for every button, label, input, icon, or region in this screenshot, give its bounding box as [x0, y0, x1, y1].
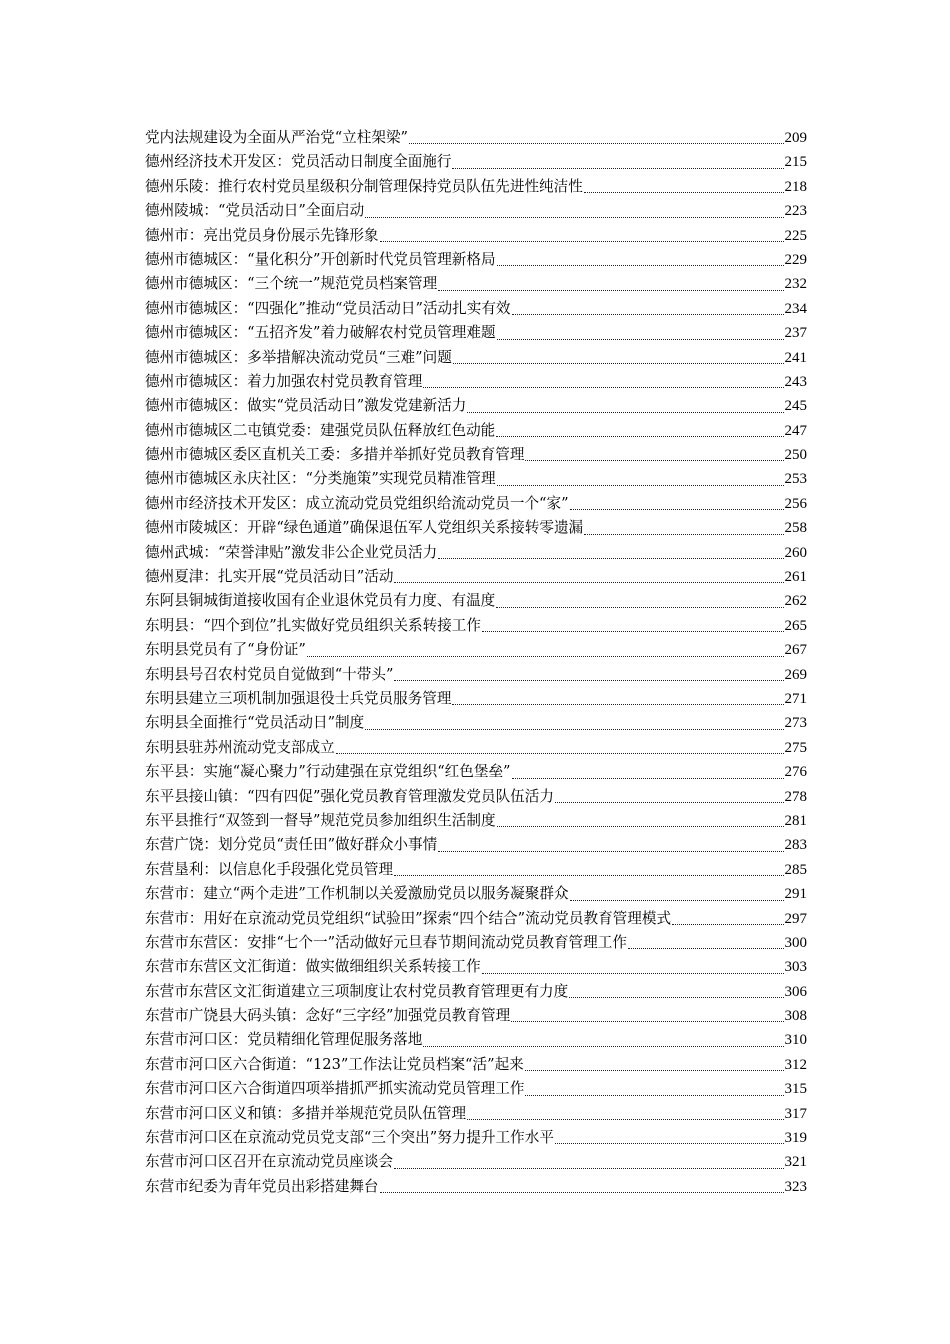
dot-leader: [497, 264, 784, 266]
toc-entry[interactable]: [145, 1175, 807, 1199]
toc-entry[interactable]: [145, 614, 807, 638]
toc-entry-title: 东明县建立三项机制加强退役士兵党员服务管理: [145, 689, 452, 707]
toc-entry-title: 东营市河口区在京流动党员党支部“三个突出”努力提升工作水平: [145, 1129, 554, 1147]
toc-entry-page-number: 323: [784, 1178, 807, 1195]
toc-entry[interactable]: [145, 1102, 807, 1126]
dot-leader: [570, 899, 784, 901]
toc-entry-title: 德州市德城区：“三个统一”规范党员档案管理: [145, 275, 438, 293]
toc-entry-title: 东营市纪委为青年党员出彩搭建舞台: [145, 1177, 379, 1195]
dot-leader: [584, 533, 783, 535]
toc-entry[interactable]: [145, 687, 807, 711]
toc-entry-page-number: 215: [784, 154, 807, 171]
toc-entry[interactable]: [145, 1126, 807, 1150]
toc-entry-page-number: 241: [784, 349, 807, 366]
toc-entry-title: 德州陵城：“党员活动日”全面启动: [145, 202, 365, 220]
toc-entry-title: 德州市德城区二屯镇党委：建强党员队伍释放红色动能: [145, 421, 496, 439]
toc-entry[interactable]: [145, 809, 807, 833]
toc-entry-title: 东平县推行“双签到一督导”规范党员参加组织生活制度: [145, 811, 496, 829]
dot-leader: [497, 484, 784, 486]
toc-entry[interactable]: [145, 736, 807, 760]
toc-entry-page-number: 285: [784, 861, 807, 878]
toc-entry-page-number: 291: [784, 886, 807, 903]
toc-entry[interactable]: [145, 321, 807, 345]
toc-entry[interactable]: [145, 785, 807, 809]
toc-entry-page-number: 300: [784, 934, 807, 951]
toc-entry-page-number: 253: [784, 471, 807, 488]
toc-entry-page-number: 281: [784, 812, 807, 829]
toc-entry-page-number: 209: [784, 130, 807, 146]
toc-entry-title: 东平县：实施“凝心聚力”行动建强在京党组织“红色堡垒”: [145, 763, 511, 781]
toc-entry[interactable]: [145, 907, 807, 931]
toc-entry-title: 德州市陵城区：开辟“绿色通道”确保退伍军人党组织关系接转零遗漏: [145, 519, 584, 537]
toc-entry[interactable]: [145, 150, 807, 174]
dot-leader: [584, 191, 784, 193]
toc-entry[interactable]: [145, 1053, 807, 1077]
dot-leader: [525, 459, 783, 461]
toc-entry-title: 东明县：“四个到位”扎实做好党员组织关系转接工作: [145, 616, 481, 634]
toc-entry-page-number: 297: [784, 910, 807, 927]
toc-entry-page-number: 261: [784, 569, 807, 586]
dot-leader: [467, 411, 783, 413]
dot-leader: [452, 703, 783, 705]
toc-entry-title: 东明县号召农村党员自觉做到“十带头”: [145, 665, 394, 683]
toc-entry-title: 德州乐陵：推行农村党员星级积分制管理保持党员队伍先进性纯洁性: [145, 177, 583, 195]
dot-leader: [380, 1191, 784, 1193]
toc-entry[interactable]: [145, 492, 807, 516]
toc-entry-title: 东营垦利：以信息化手段强化党员管理: [145, 860, 394, 878]
dot-leader: [307, 655, 784, 657]
toc-entry[interactable]: [145, 638, 807, 662]
dot-leader: [394, 581, 783, 583]
toc-entry-page-number: 245: [784, 398, 807, 415]
toc-entry-page-number: 312: [784, 1056, 807, 1073]
dot-leader: [497, 338, 784, 340]
toc-entry-title: 东营市河口区六合街道：“123”工作法让党员档案“活”起来: [145, 1055, 524, 1073]
table-of-contents: [145, 126, 807, 1199]
dot-leader: [628, 947, 784, 949]
dot-leader: [365, 728, 783, 730]
toc-entry-page-number: 247: [784, 422, 807, 439]
dot-leader: [525, 1094, 783, 1096]
dot-leader: [438, 557, 783, 559]
dot-leader: [336, 752, 784, 754]
toc-entry-page-number: 278: [784, 788, 807, 805]
dot-leader: [380, 240, 784, 242]
toc-entry[interactable]: [145, 346, 807, 370]
toc-entry-title: 东明县驻苏州流动党支部成立: [145, 738, 335, 756]
dot-leader: [569, 996, 783, 998]
toc-entry-page-number: 273: [784, 715, 807, 732]
toc-entry-page-number: 308: [784, 1008, 807, 1025]
toc-entry-title: 德州市：亮出党员身份展示先锋形象: [145, 226, 379, 244]
toc-entry-page-number: 265: [784, 617, 807, 634]
toc-entry[interactable]: [145, 565, 807, 589]
toc-entry-title: 东营市河口区义和镇：多措并举规范党员队伍管理: [145, 1104, 467, 1122]
toc-entry-title: 东明县党员有了“身份证”: [145, 641, 306, 659]
toc-entry-page-number: 310: [784, 1032, 807, 1049]
toc-entry[interactable]: [145, 760, 807, 784]
toc-entry[interactable]: [145, 199, 807, 223]
toc-entry-title: 德州市德城区：“量化积分”开创新时代党员管理新格局: [145, 250, 496, 268]
dot-leader: [511, 1020, 783, 1022]
toc-entry[interactable]: [145, 419, 807, 443]
toc-entry[interactable]: [145, 858, 807, 882]
dot-leader: [409, 142, 783, 144]
dot-leader: [555, 801, 784, 803]
dot-leader: [497, 825, 784, 827]
toc-entry[interactable]: [145, 1150, 807, 1174]
toc-entry[interactable]: [145, 931, 807, 955]
toc-entry-title: 东营市河口区召开在京流动党员座谈会: [145, 1153, 394, 1171]
toc-entry[interactable]: [145, 467, 807, 491]
toc-entry[interactable]: [145, 1028, 807, 1052]
dot-leader: [525, 1069, 784, 1071]
toc-entry[interactable]: [145, 711, 807, 735]
toc-entry-title: 德州市德城区：多举措解决流动党员“三难”问题: [145, 348, 452, 366]
toc-entry-page-number: 234: [784, 300, 807, 317]
toc-entry-title: 德州武城：“荣誉津贴”激发非公企业党员活力: [145, 543, 438, 561]
dot-leader: [438, 850, 783, 852]
dot-leader: [570, 508, 784, 510]
toc-entry-title: 德州夏津：扎实开展“党员活动日”活动: [145, 568, 394, 586]
toc-entry-title: 德州市德城区：做实“党员活动日”激发党建新活力: [145, 397, 467, 415]
toc-entry-title: 东营市东营区文汇街道：做实做细组织关系转接工作: [145, 958, 481, 976]
toc-entry[interactable]: [145, 370, 807, 394]
dot-leader: [512, 313, 784, 315]
toc-entry-title: 德州市德城区委区直机关工委：多措并举抓好党员教育管理: [145, 446, 525, 464]
dot-leader: [394, 874, 783, 876]
toc-entry-page-number: 262: [784, 593, 807, 610]
dot-leader: [438, 289, 783, 291]
toc-entry-title: 东营市：建立“两个走进”工作机制以关爱激励党员以服务凝聚群众: [145, 885, 569, 903]
dot-leader: [423, 1045, 783, 1047]
toc-entry-page-number: 250: [784, 447, 807, 464]
dot-leader: [452, 167, 783, 169]
toc-entry-page-number: 260: [784, 544, 807, 561]
dot-leader: [453, 362, 784, 364]
toc-entry-title: 东平县接山镇：“四有四促”强化党员教育管理激发党员队伍活力: [145, 787, 554, 805]
toc-entry-page-number: 223: [784, 203, 807, 220]
toc-entry[interactable]: [145, 394, 807, 418]
toc-entry-title: 德州市经济技术开发区：成立流动党员党组织给流动党员一个“家”: [145, 494, 569, 512]
toc-entry[interactable]: [145, 443, 807, 467]
toc-entry-page-number: 243: [784, 373, 807, 390]
toc-entry-page-number: 232: [784, 276, 807, 293]
toc-entry-title: 东营市：用好在京流动党员党组织“试验田”探索“四个结合”流动党员教育管理模式: [145, 909, 672, 927]
toc-entry-page-number: 256: [784, 495, 807, 512]
toc-entry[interactable]: [145, 248, 807, 272]
toc-entry[interactable]: [145, 224, 807, 248]
toc-entry-page-number: 218: [784, 178, 807, 195]
toc-entry[interactable]: [145, 516, 807, 540]
dot-leader: [467, 1118, 783, 1120]
toc-entry-title: 德州市德城区：“四强化”推动“党员活动日”活动扎实有效: [145, 299, 511, 317]
toc-entry[interactable]: [145, 1004, 807, 1028]
toc-entry-title: 德州经济技术开发区：党员活动日制度全面施行: [145, 153, 452, 171]
dot-leader: [394, 1167, 783, 1169]
toc-entry-title: 东营市东营区文汇街道建立三项制度让农村党员教育管理更有力度: [145, 982, 569, 1000]
toc-entry-title: 东营市广饶县大码头镇：念好“三字经”加强党员教育管理: [145, 1007, 511, 1025]
toc-entry-page-number: 237: [784, 325, 807, 342]
toc-entry-title: 德州市德城区：着力加强农村党员教育管理: [145, 372, 423, 390]
toc-entry-page-number: 317: [784, 1105, 807, 1122]
toc-entry-page-number: 276: [784, 764, 807, 781]
toc-entry[interactable]: [145, 541, 807, 565]
toc-entry[interactable]: [145, 980, 807, 1004]
toc-entry-title: 东明县全面推行“党员活动日”制度: [145, 714, 365, 732]
dot-leader: [394, 679, 783, 681]
dot-leader: [496, 435, 783, 437]
toc-entry-page-number: 271: [784, 690, 807, 707]
toc-entry-page-number: 229: [784, 251, 807, 268]
toc-entry-title: 东营广饶：划分党员“责任田”做好群众小事情: [145, 836, 438, 854]
toc-entry[interactable]: [145, 589, 807, 613]
toc-entry[interactable]: [145, 126, 807, 150]
dot-leader: [672, 923, 783, 925]
dot-leader: [496, 606, 783, 608]
toc-entry[interactable]: [145, 663, 807, 687]
dot-leader: [365, 216, 783, 218]
toc-entry[interactable]: [145, 882, 807, 906]
dot-leader: [555, 1142, 784, 1144]
dot-leader: [423, 386, 783, 388]
toc-entry-title: 东阿县铜城街道接收国有企业退休党员有力度、有温度: [145, 592, 496, 610]
toc-entry[interactable]: [145, 272, 807, 296]
toc-entry-page-number: 303: [784, 959, 807, 976]
toc-entry[interactable]: [145, 1077, 807, 1101]
toc-entry-title: 东营市东营区：安排“七个一”活动做好元旦春节期间流动党员教育管理工作: [145, 933, 627, 951]
toc-entry-page-number: 258: [784, 520, 807, 537]
toc-entry-title: 东营市河口区六合街道四项举措抓严抓实流动党员管理工作: [145, 1080, 525, 1098]
dot-leader: [482, 972, 784, 974]
dot-leader: [482, 630, 784, 632]
toc-entry-page-number: 306: [784, 983, 807, 1000]
dot-leader: [512, 777, 784, 779]
toc-entry[interactable]: [145, 955, 807, 979]
toc-entry-page-number: 321: [784, 1154, 807, 1171]
toc-entry[interactable]: [145, 833, 807, 857]
toc-entry-title: 德州市德城区：“五招齐发”着力破解农村党员管理难题: [145, 324, 496, 342]
toc-entry-page-number: 267: [784, 642, 807, 659]
toc-entry[interactable]: [145, 175, 807, 199]
toc-entry-title: 德州市德城区永庆社区：“分类施策”实现党员精准管理: [145, 470, 496, 488]
toc-entry-page-number: 315: [784, 1081, 807, 1098]
toc-entry-page-number: 225: [784, 227, 807, 244]
toc-entry-page-number: 283: [784, 837, 807, 854]
toc-entry-page-number: 275: [784, 739, 807, 756]
toc-entry[interactable]: [145, 297, 807, 321]
toc-entry-page-number: 319: [784, 1130, 807, 1147]
toc-entry-page-number: 269: [784, 666, 807, 683]
toc-entry-title: 东营市河口区：党员精细化管理促服务落地: [145, 1031, 423, 1049]
toc-entry-title: 党内法规建设为全面从严治党“立柱架梁”: [145, 129, 409, 146]
